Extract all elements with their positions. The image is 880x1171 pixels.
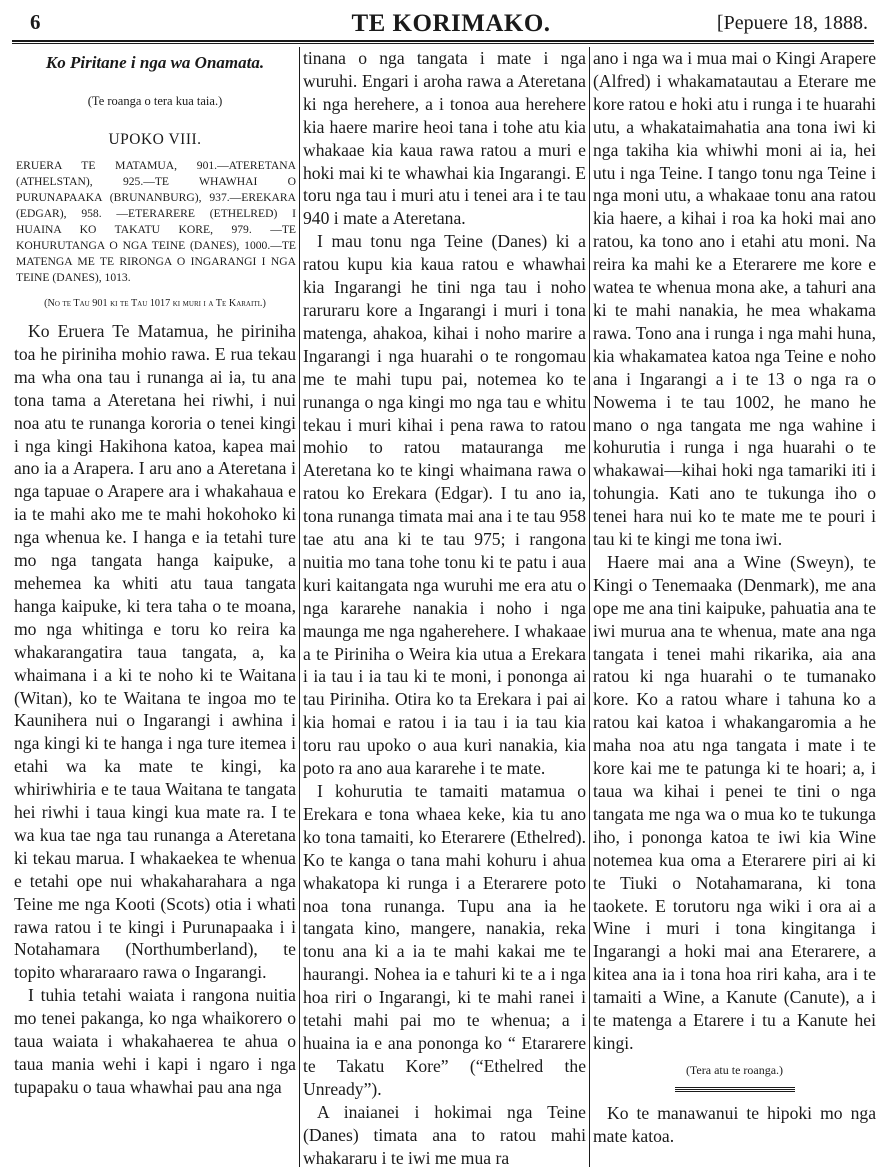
end-rule [675,1087,795,1092]
chapter-synopsis: ERUERA TE MATAMUA, 901.—ATERETANA (ATHELSTAN), 925.—TE WHAWHAI O PURUNAPAAKA (BRUNANBURG), 937.—EREKARA (EDGAR), 958. —ETERARERE (ETHELRED) I HUAINA KO TAKATU KORE, 979. —TE KOHURUTANGA O NGA TEINE (DANES), 1000.—TE MATENGA ME TE RIRONGA O INGARANGI I NGA TEINE (DANES), 1013. [16,159,296,284]
paragraph: A inaianei i hokimai nga Teine (Danes) timata ana to ratou mahi whakararu i te iwi me mua ra [303,1101,586,1167]
paragraph: tinana o nga tangata i mate i nga wuruhi. Engari i aroha rawa a Ateretana ki nga herehere, a i tonoa aua herehere kia haere marire heoi tana i tohe atu kia whakaae kia kaua rawa ratou a muri e hoki mai ki te whawhai kia Ingarangi. E toru nga tau i muri atu i tenei ara i te tau 940 i mate a Ateretana. [303,48,586,229]
continued-end-note: (Tera atu te roanga.) [685,1062,784,1077]
page-number: 6 [30,10,41,34]
continued-note: (Te roanga o tera kua taia.) [87,94,223,108]
paragraph: Haere mai ana a Wine (Sweyn), te Kingi o Tenemaaka (Denmark), me ana ope me ana tini kaipuke, pahuatia ana te iwi murua ana te whenua, mate ana nga tangata i tenei mahi rikarika, aia ana ratou ki nga huarahi o te tumanako kore. Ko a ratou whare i tahuna ko a ratou kai katoa i whakangaromia a he maha noa atu nga tangata i mate i te kore kai me te patunga ki te hoari; a, i taua wa kihai i penei te tini o nga tangata me nga wa o mua ko te tukunga iho, i pononga katoa te iwi kia Wine notemea kua oma a Eterarere piri ai ki te Tiuki o Notahamarana, ki tona taokete. E torutoru nga wiki i ora ai a Wine i muri i tona kingitanga i Ingarangi a hoki mai ana Eterarere, a kitea ana ia i tona hoa riri kaha, ara i te tamaiti a Wine, a Kanute (Canute), a i te matenga a Etarere i tu a Kanute hei kingi. [593,551,876,1053]
dates-note: (No te Tau 901 ki te Tau 1017 ki muri i a Te Karaiti.) [44,298,266,309]
column-3 [593,47,876,1167]
paragraph: ano i nga wa i mua mai o Kingi Arapere (Alfred) i whakamatautau a Eterare me kore ratou e hoki atu i runga i te huarahi utu, a whakataimahatia ana tona iwi ki nga takiha kia whiwhi moni ai ia, hei utu i nga Teine. I tango tonu nga Teine i nga moni utu, a whakaae tonu ana ratou kia haere, a kihai i roa ka hoki mai ano ratou, ka tono ano i etahi atu moni. Na reira ka mahi ke a Eterarere me kore e watea te whenua mona ake, a tahuri ana ki te mahi nanakia, he mea whakama rawa. Tono ana i runga i nga mahi huna, kia whakamatea katoa nga Teine e noho ana i Ingarangi a i te 13 o nga ra o Nowema i te tau 1002, he mano he mano o nga tangata me nga wahine i kohurutia i runga i nga huarahi o te whakawai—kihai hoki nga tamariki iti i tohungia. Kati ano te tukunga iho o tenei hara nui ko te mate me te pouri i tau ki te kingi me tona iwi. [593,48,876,550]
issue-date: [Pepuere 18, 1888. [716,12,868,34]
article-title: Ko Piritane i nga wa Onamata. [45,53,265,72]
paragraph: I tuhia tetahi waiata i rangona nuitia mo tenei pakanga, ko nga whaikorero o taua waiata i whakahaerea te ahua o taua mania wehi i kapi i ngaro i nga tupapaku o taua whawhai pau ana nga [14,985,296,1097]
column-1 [14,47,296,1167]
column-rule [589,47,590,1167]
header-rule [12,40,874,44]
column-2-text [303,47,586,1167]
paragraph: Ko Eruera Te Matamua, he piriniha toa he piriniha mohio rawa. E rua tekau ma wha ona tau i runanga ai ia, tu ana tona tama a Ateretana hei riwhi, i nui noa atu te runanga kororia o tenei kingi i nga kingi Hakihona katoa, kapea mai ano ia a Arapera. I aru ano a Ateretana i nga tapuae o Arapere ara i whakahaua e ia te mahi ako me te mahi hokohoko ki nga whenua ke. I hanga e ia tetahi ture mo nga tangata hanga kaipuke, a mehemea ka whiti atu taua tangata hanga kaipuke, ki tera taha o te moana, mo nga whitinga e toru ko reira ka whakarangatira taua tangata, a, ka whaimana i a ki te noho ki te Waitana (Witan), ko te Waitana te ingoa mo te Kaunihera nui o Ingarangi i awhina i nga kingi ki te hanga i nga ture itemea i etahi wa ka mate te kingi, ka whiriwhiria e te taua Waitana te tangata hei riwhi i taua kingi kua mate ra. I te wa kua tae nga tau runanga a Ateretana ki tekau marua. I whakaekea te whenua e tetahi ope nui whakaharahara a nga Teine me nga Kooti (Scots) otia i whati rawa ratou i te kingi i Purunapaaka i i Notahamara (Northumberland), te topito whararaaro rawa o Ingarangi. [14,321,296,983]
chapter-heading: UPOKO VIII. [108,131,202,148]
page-header [30,6,872,40]
column-rule [299,47,300,1167]
paragraph: I kohurutia te tamaiti matamua o Erekara e tona whaea keke, kia tu ano ko tona tamaiti, ko Eterarere (Ethelred). Ko te kanga o tana mahi kohuru i ahua whakatopa ki runga i a Eterarere poto noa tona runanga. Tupu ana ia he tangata kino, mangere, nanakia, reka tonu ana ki a ia te mahi kakai me te haurangi. Nohea ia e tahuri ki te a i nga hoa riri o Ingarangi, ki te mahi ranei i tetahi mahi pai mo te whenua; a i huaina ia e ana pononga ko “ Etararere te Takatu Kore” (“Ethelred the Unready”). [303,781,586,1099]
masthead-title: TE KORIMAKO. [351,10,551,37]
proverb: Ko te manawanui te hipoki mo nga mate katoa. [593,1102,876,1146]
paragraph: I mau tonu nga Teine (Danes) ki a ratou kupu kia kaua ratou e whawhai kia Ingarangi he tini nga tau i noho raruraru kore a Ingarangi i muri i tona matenga, ahakoa, kihai i noho marire a Ingarangi i nga huarahi o te rongomau me te mahi tupu pai, notemea ko te runanga o nga kingi mo nga tau e whitu tekau i muri kihai i pena rawa to ratou mohio to ratou matauranga me Ateretana ko te kingi whaimana rawa o ratou ko Erekara (Edgar). I tu ano ia, tona runanga timata mai ana i te tau 958 tae atu ana ki te tau 975; i rangona nuitia mo tana tohe tonu ki te patu i aua kuri kaitangata nga wuruhi me era atu o nga kararehe nanakia i noho i nga maunga me nga ngaherehere. I whakaae a te Piriniha o Weira kia utua a Erekara i ia tau i ia tau ki te moni, i pononga ai tau Piriniha. Otira ko ta Erekara i pai ai kia homai e ratou i ia tau i ia tau kia toru rau upoko o aua kuri nanakia, kia poto ra ano aua kararehe i te mate. [303,231,586,779]
column-1-text [14,320,296,1099]
column-2 [303,47,586,1167]
column-3-text [593,47,876,1055]
